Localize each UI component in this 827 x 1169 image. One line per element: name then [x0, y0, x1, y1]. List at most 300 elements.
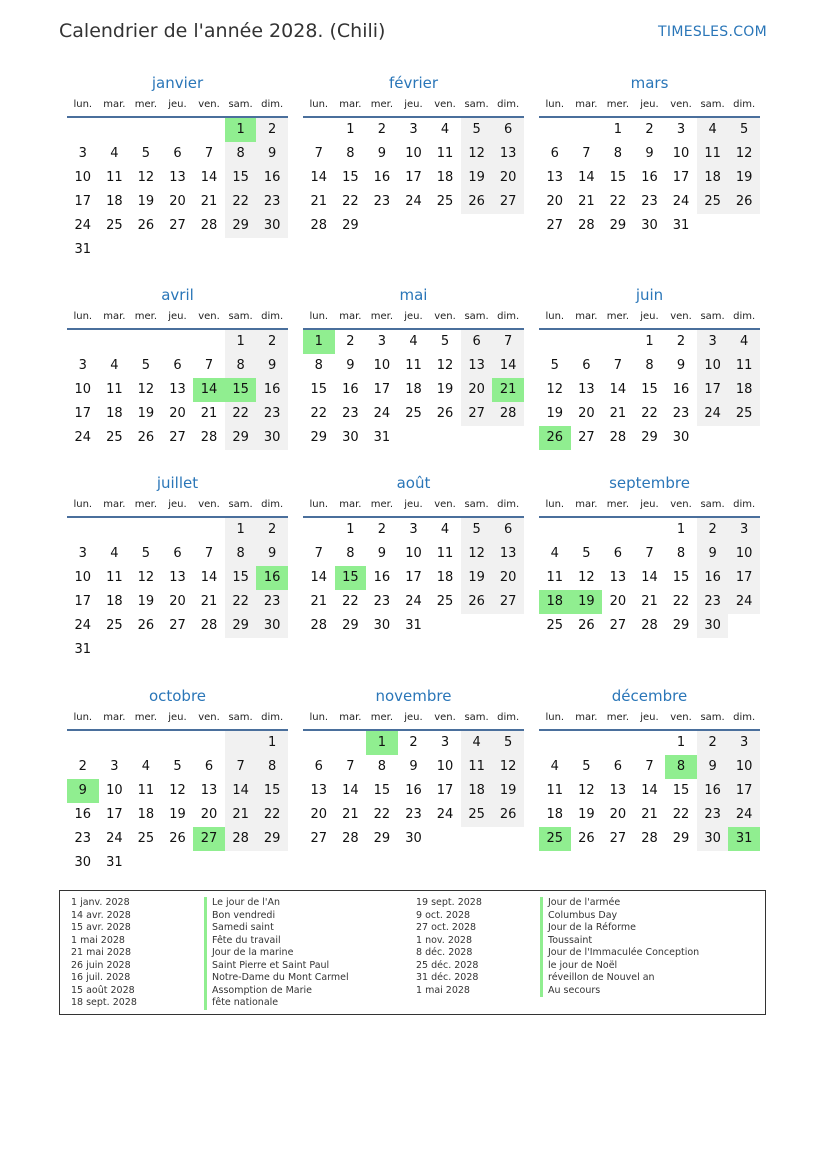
day-cell: 8: [346, 546, 355, 561]
day-cell: 14: [342, 783, 359, 798]
days-grid: [303, 330, 524, 450]
weekday-label: lun.: [545, 99, 565, 110]
weekday-label: mer.: [606, 499, 630, 510]
day-cell: 6: [173, 358, 182, 373]
day-cell: 30: [405, 831, 422, 846]
day-cell: 15: [342, 170, 359, 185]
weekday-label: mar.: [575, 712, 598, 723]
day-cell: 13: [169, 570, 186, 585]
day-cell: 28: [641, 831, 658, 846]
day-cell: 5: [173, 759, 182, 774]
day-cell: 5: [582, 759, 591, 774]
day-cell: 15: [672, 783, 690, 798]
day-cell: 13: [310, 783, 328, 798]
day-cell: 4: [409, 334, 418, 349]
day-cell: 16: [342, 382, 359, 397]
empty-cell: [130, 518, 162, 542]
days-grid: [539, 518, 760, 638]
day-cell: 7: [204, 546, 214, 561]
day-cell: 9: [697, 542, 729, 566]
legend-date: 18 sept. 2028: [71, 997, 137, 1008]
day-cell: 13: [169, 382, 186, 397]
day-cell: 16: [405, 783, 422, 798]
weekday-label: jeu.: [404, 311, 423, 322]
day-cell: 9: [377, 146, 387, 161]
empty-cell: [99, 518, 131, 542]
day-cell: 21: [200, 194, 218, 209]
day-cell: 15: [609, 170, 627, 185]
empty-cell: [539, 118, 571, 142]
day-cell: 16: [256, 378, 288, 402]
day-cell: 13: [609, 783, 627, 798]
day-cell: 24: [74, 430, 92, 445]
day-cell: 4: [440, 122, 450, 137]
days-grid: [303, 118, 524, 238]
day-cell: 24: [405, 594, 422, 609]
day-cell: 15: [225, 166, 257, 190]
weekday-header: [67, 707, 288, 731]
weekday-label: sam.: [228, 499, 253, 510]
weekday-header: [303, 494, 524, 518]
days-grid: [539, 330, 760, 450]
weekday-label: mar.: [103, 311, 126, 322]
day-cell: 1: [346, 122, 355, 137]
day-cell: 22: [225, 402, 257, 426]
day-cell: 3: [78, 146, 87, 161]
day-cell: 11: [106, 570, 123, 585]
empty-cell: [303, 731, 335, 755]
legend-holiday-name: fête nationale: [204, 997, 349, 1010]
legend-date: 9 oct. 2028: [416, 909, 471, 921]
day-cell: 7: [314, 546, 323, 561]
day-cell: 29: [672, 831, 690, 846]
month-name: novembre: [375, 687, 452, 705]
day-cell: 4: [728, 330, 760, 354]
day-cell: 20: [200, 807, 218, 822]
day-cell: 28: [200, 430, 218, 445]
day-cell: 6: [550, 146, 559, 161]
month-name: décembre: [611, 687, 688, 705]
weekday-header: [67, 306, 288, 330]
day-cell: 18: [436, 170, 454, 185]
day-cell: 19: [169, 807, 186, 822]
day-cell: 14: [609, 382, 627, 397]
empty-cell: [99, 330, 131, 354]
day-cell: 26: [461, 590, 493, 614]
weekday-label: ven.: [198, 712, 220, 723]
day-cell: 21: [492, 378, 524, 402]
legend-holiday-name: Le jour de l'An: [204, 897, 349, 910]
weekday-label: mer.: [370, 499, 394, 510]
day-cell: 2: [676, 334, 686, 349]
weekday-label: mer.: [134, 99, 158, 110]
days-grid: [67, 518, 288, 662]
legend-holiday-name: Toussaint: [540, 935, 699, 948]
weekday-label: mer.: [134, 712, 158, 723]
day-cell: 26: [137, 218, 155, 233]
day-cell: 14: [641, 570, 658, 585]
day-cell: 19: [436, 382, 454, 397]
weekday-label: lun.: [545, 311, 565, 322]
day-cell: 29: [641, 430, 658, 445]
legend-dates-col-2: [416, 897, 482, 997]
day-cell: 7: [645, 759, 654, 774]
day-cell: 30: [697, 614, 729, 638]
day-cell: 28: [200, 218, 218, 233]
day-cell: 9: [256, 354, 288, 378]
day-cell: 19: [137, 594, 155, 609]
weekday-label: mar.: [575, 499, 598, 510]
empty-cell: [162, 118, 194, 142]
page-title: Calendrier de l'année 2028. (Chili): [59, 20, 386, 42]
day-cell: 27: [492, 590, 524, 614]
day-cell: 18: [728, 378, 760, 402]
weekday-label: lun.: [73, 712, 93, 723]
day-cell: 3: [110, 759, 119, 774]
legend-holiday-name: Notre-Dame du Mont Carmel: [204, 972, 349, 985]
weekday-header: [303, 94, 524, 118]
day-cell: 18: [461, 779, 493, 803]
day-cell: 27: [609, 618, 627, 633]
legend-date: 26 juin 2028: [71, 959, 131, 971]
day-cell: 2: [645, 122, 654, 137]
day-cell: 21: [310, 594, 328, 609]
day-cell: 21: [641, 807, 658, 822]
day-cell: 18: [106, 406, 123, 421]
day-cell: 2: [377, 122, 387, 137]
weekday-label: dim.: [261, 499, 284, 510]
month-name: août: [396, 474, 431, 492]
legend-holiday-name: Columbus Day: [540, 910, 699, 923]
day-cell: 23: [373, 194, 391, 209]
day-cell: 27: [169, 618, 186, 633]
day-cell: 24: [74, 218, 92, 233]
day-cell: 3: [78, 546, 87, 561]
day-cell: 1: [676, 735, 686, 750]
day-cell: 22: [342, 594, 359, 609]
legend-holiday-name: le jour de Noël: [540, 960, 699, 973]
day-cell: 7: [613, 358, 623, 373]
month-name: avril: [161, 286, 194, 304]
day-cell: 22: [342, 194, 359, 209]
empty-cell: [67, 118, 99, 142]
day-cell: 4: [550, 759, 559, 774]
weekday-label: jeu.: [640, 712, 659, 723]
day-cell: 26: [492, 803, 524, 827]
day-cell: 20: [609, 807, 627, 822]
day-cell: 25: [728, 402, 760, 426]
day-cell: 15: [373, 783, 391, 798]
day-cell: 13: [609, 570, 627, 585]
day-cell: 23: [405, 807, 422, 822]
weekday-header: [539, 306, 760, 330]
legend-holiday-name: Jour de la marine: [204, 947, 349, 960]
empty-cell: [162, 731, 194, 755]
weekday-label: mar.: [103, 99, 126, 110]
day-cell: 9: [676, 358, 686, 373]
empty-cell: [634, 518, 666, 542]
day-cell: 1: [256, 731, 288, 755]
empty-cell: [303, 118, 335, 142]
legend-date: 1 mai 2028: [416, 984, 470, 996]
weekday-label: dim.: [261, 311, 284, 322]
day-cell: 7: [204, 358, 214, 373]
day-cell: 29: [342, 618, 359, 633]
weekday-label: mar.: [339, 99, 362, 110]
day-cell: 20: [461, 378, 493, 402]
day-cell: 2: [346, 334, 355, 349]
day-cell: 14: [200, 570, 218, 585]
day-cell: 28: [578, 218, 595, 233]
day-cell: 24: [728, 590, 760, 614]
day-cell: 5: [728, 118, 760, 142]
month-name: juillet: [156, 474, 199, 492]
legend-date: 14 avr. 2028: [71, 909, 131, 921]
weekday-label: lun.: [309, 499, 329, 510]
empty-cell: [571, 330, 603, 354]
day-cell: 25: [405, 406, 422, 421]
day-cell: 13: [578, 382, 595, 397]
day-cell: 14: [310, 170, 328, 185]
weekday-label: jeu.: [404, 712, 423, 723]
day-cell: 7: [582, 146, 591, 161]
brand-link[interactable]: TIMESLES.COM: [658, 24, 767, 40]
weekday-label: ven.: [434, 499, 456, 510]
day-cell: 7: [492, 330, 524, 354]
day-cell: 2: [78, 759, 87, 774]
day-cell: 25: [436, 594, 454, 609]
empty-cell: [193, 518, 225, 542]
day-cell: 6: [613, 546, 623, 561]
day-cell: 22: [225, 590, 257, 614]
day-cell: 4: [461, 731, 493, 755]
day-cell: 10: [672, 146, 690, 161]
day-cell: 24: [405, 194, 422, 209]
day-cell: 31: [405, 618, 422, 633]
day-cell: 23: [697, 803, 729, 827]
day-cell: 25: [461, 803, 493, 827]
day-cell: 31: [728, 827, 760, 851]
day-cell: 28: [609, 430, 627, 445]
day-cell: 2: [256, 518, 288, 542]
day-cell: 11: [106, 382, 123, 397]
day-cell: 19: [492, 779, 524, 803]
day-cell: 19: [461, 566, 493, 590]
day-cell: 30: [697, 827, 729, 851]
empty-cell: [67, 518, 99, 542]
day-cell: 24: [106, 831, 123, 846]
day-cell: 19: [461, 166, 493, 190]
weekday-label: mer.: [134, 311, 158, 322]
day-cell: 17: [74, 406, 92, 421]
day-cell: 16: [697, 566, 729, 590]
month-name: octobre: [148, 687, 207, 705]
legend-date: 27 oct. 2028: [416, 922, 477, 933]
weekday-label: mar.: [103, 499, 126, 510]
day-cell: 18: [539, 590, 571, 614]
empty-cell: [67, 731, 99, 755]
weekday-label: ven.: [670, 499, 692, 510]
day-cell: 29: [672, 618, 690, 633]
day-cell: 28: [310, 618, 328, 633]
day-cell: 27: [546, 218, 564, 233]
day-cell: 9: [377, 546, 387, 561]
day-cell: 9: [697, 755, 729, 779]
day-cell: 16: [672, 382, 690, 397]
day-cell: 1: [225, 118, 257, 142]
day-cell: 26: [436, 406, 454, 421]
weekday-label: dim.: [497, 499, 520, 510]
day-cell: 26: [169, 831, 186, 846]
day-cell: 21: [200, 594, 218, 609]
day-cell: 28: [641, 618, 658, 633]
day-cell: 4: [110, 546, 119, 561]
legend-holiday-name: Bon vendredi: [204, 910, 349, 923]
empty-cell: [335, 731, 367, 755]
day-cell: 17: [728, 566, 760, 590]
weekday-label: sam.: [464, 712, 489, 723]
day-cell: 27: [169, 218, 186, 233]
day-cell: 1: [225, 330, 257, 354]
day-cell: 18: [436, 570, 454, 585]
legend-holiday-name: Fête du travail: [204, 935, 349, 948]
day-cell: 25: [106, 618, 123, 633]
day-cell: 17: [405, 570, 422, 585]
day-cell: 8: [225, 142, 257, 166]
day-cell: 29: [609, 218, 627, 233]
day-cell: 30: [641, 218, 658, 233]
month-block: [303, 282, 524, 450]
weekday-label: mer.: [370, 311, 394, 322]
weekday-label: sam.: [700, 99, 725, 110]
day-cell: 21: [578, 194, 595, 209]
day-cell: 20: [492, 566, 524, 590]
day-cell: 26: [539, 426, 571, 450]
day-cell: 21: [310, 194, 328, 209]
day-cell: 28: [492, 402, 524, 426]
day-cell: 14: [641, 783, 658, 798]
day-cell: 13: [492, 542, 524, 566]
day-cell: 6: [173, 146, 182, 161]
day-cell: 30: [373, 618, 391, 633]
day-cell: 14: [492, 354, 524, 378]
weekday-label: sam.: [228, 99, 253, 110]
weekday-label: ven.: [434, 712, 456, 723]
day-cell: 14: [193, 378, 225, 402]
day-cell: 17: [405, 170, 422, 185]
day-cell: 23: [74, 831, 92, 846]
empty-cell: [303, 518, 335, 542]
month-name: février: [388, 74, 439, 92]
weekday-label: sam.: [464, 499, 489, 510]
weekday-label: mar.: [575, 99, 598, 110]
month-name: juin: [635, 286, 664, 304]
holiday-legend: [59, 890, 766, 1015]
day-cell: 15: [641, 382, 658, 397]
empty-cell: [193, 118, 225, 142]
day-cell: 10: [74, 170, 92, 185]
weekday-label: dim.: [497, 99, 520, 110]
empty-cell: [539, 330, 571, 354]
weekday-label: dim.: [733, 499, 756, 510]
day-cell: 22: [672, 594, 690, 609]
day-cell: 18: [697, 166, 729, 190]
empty-cell: [634, 731, 666, 755]
day-cell: 3: [728, 731, 760, 755]
weekday-label: jeu.: [168, 99, 187, 110]
day-cell: 22: [373, 807, 391, 822]
day-cell: 14: [225, 779, 257, 803]
weekday-label: dim.: [261, 99, 284, 110]
day-cell: 27: [169, 430, 186, 445]
day-cell: 26: [137, 618, 155, 633]
day-cell: 12: [578, 783, 595, 798]
weekday-label: sam.: [228, 712, 253, 723]
day-cell: 23: [256, 590, 288, 614]
day-cell: 23: [373, 594, 391, 609]
weekday-label: mar.: [339, 311, 362, 322]
weekday-label: lun.: [545, 712, 565, 723]
day-cell: 17: [672, 170, 690, 185]
weekday-label: sam.: [464, 311, 489, 322]
day-cell: 2: [377, 522, 387, 537]
day-cell: 11: [461, 755, 493, 779]
day-cell: 9: [346, 358, 355, 373]
day-cell: 27: [578, 430, 595, 445]
day-cell: 1: [303, 330, 335, 354]
days-grid: [303, 731, 524, 851]
day-cell: 16: [641, 170, 658, 185]
day-cell: 19: [137, 406, 155, 421]
day-cell: 12: [492, 755, 524, 779]
weekday-label: ven.: [434, 99, 456, 110]
day-cell: 22: [672, 807, 690, 822]
day-cell: 7: [645, 546, 654, 561]
legend-date: 1 janv. 2028: [71, 897, 130, 908]
day-cell: 30: [74, 855, 92, 870]
month-block: [539, 282, 760, 450]
day-cell: 28: [200, 618, 218, 633]
empty-cell: [571, 518, 603, 542]
day-cell: 8: [645, 358, 654, 373]
weekday-label: mer.: [606, 311, 630, 322]
day-cell: 2: [409, 735, 418, 750]
legend-date: 25 déc. 2028: [416, 959, 479, 971]
day-cell: 6: [314, 759, 323, 774]
legend-date: 1 mai 2028: [71, 934, 125, 946]
day-cell: 5: [492, 731, 524, 755]
weekday-label: dim.: [733, 311, 756, 322]
weekday-label: ven.: [670, 311, 692, 322]
day-cell: 17: [106, 807, 123, 822]
day-cell: 29: [225, 614, 257, 638]
weekday-label: lun.: [73, 499, 93, 510]
day-cell: 4: [110, 146, 119, 161]
day-cell: 17: [697, 378, 729, 402]
day-cell: 1: [225, 518, 257, 542]
month-block: [539, 470, 760, 638]
day-cell: 28: [225, 827, 257, 851]
day-cell: 5: [440, 334, 450, 349]
day-cell: 5: [141, 146, 151, 161]
day-cell: 16: [256, 166, 288, 190]
day-cell: 7: [225, 755, 257, 779]
day-cell: 25: [106, 430, 123, 445]
legend-holiday-name: Samedi saint: [204, 922, 349, 935]
day-cell: 24: [436, 807, 454, 822]
day-cell: 29: [310, 430, 328, 445]
empty-cell: [602, 330, 634, 354]
